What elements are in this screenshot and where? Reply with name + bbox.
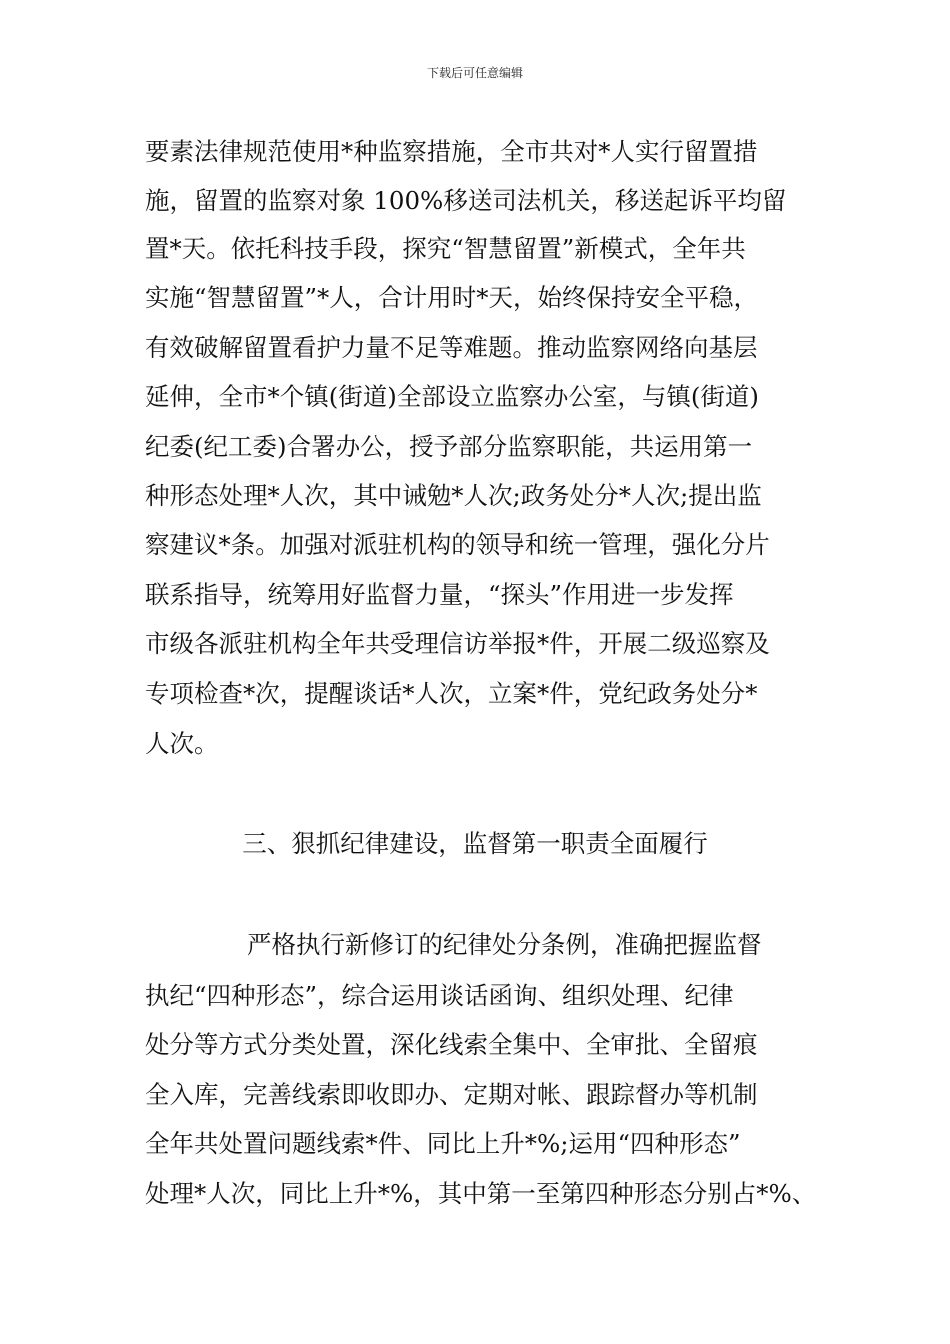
text-line: 人次。 — [145, 729, 219, 758]
text-line: 严格执行新修订的纪律处分条例，准确把握监督 — [247, 930, 762, 959]
text-line: 全入库，完善线索即收即办、定期对帐、跟踪督办等机制 — [145, 1080, 758, 1109]
text-line: 全年共处置问题线索*件、同比上升*%;运用“四种形态” — [145, 1129, 741, 1158]
text-line: 施，留置的监察对象 100%移送司法机关，移送起诉平均留 — [145, 186, 787, 215]
text-line: 置*天。依托科技手段，探究“智慧留置”新模式，全年共 — [145, 234, 746, 263]
text-line: 联系指导，统筹用好监督力量，“探头”作用进一步发挥 — [145, 580, 734, 609]
text-line: 延伸，全市*个镇(街道)全部设立监察办公室，与镇(街道) — [145, 382, 759, 411]
text-line: 要素法律规范使用*种监察措施，全市共对*人实行留置措 — [145, 137, 758, 166]
text-line: 有效破解留置看护力量不足等难题。推动监察网络向基层 — [145, 333, 758, 362]
text-line: 纪委(纪工委)合署办公，授予部分监察职能，共运用第一 — [145, 432, 753, 461]
text-line: 处理*人次，同比上升*%，其中第一至第四种形态分别占*%、 — [145, 1179, 817, 1208]
text-line: 察建议*条。加强对派驻机构的领导和统一管理，强化分片 — [145, 530, 770, 559]
text-line: 执纪“四种形态”，综合运用谈话函询、组织处理、纪律 — [145, 981, 734, 1010]
text-line: 处分等方式分类处置，深化线索全集中、全审批、全留痕 — [145, 1030, 758, 1059]
text-line: 种形态处理*人次，其中诫勉*人次;政务处分*人次;提出监 — [145, 481, 762, 510]
page-header: 下载后可任意编辑 — [426, 66, 523, 80]
text-line: 专项检查*次，提醒谈话*人次，立案*件，党纪政务处分* — [145, 679, 758, 708]
text-line: 实施“智慧留置”*人，合计用时*天，始终保持安全平稳， — [145, 283, 759, 312]
section-heading: 三、狠抓纪律建设，监督第一职责全面履行 — [242, 829, 708, 858]
text-line: 市级各派驻机构全年共受理信访举报*件，开展二级巡察及 — [145, 629, 770, 658]
